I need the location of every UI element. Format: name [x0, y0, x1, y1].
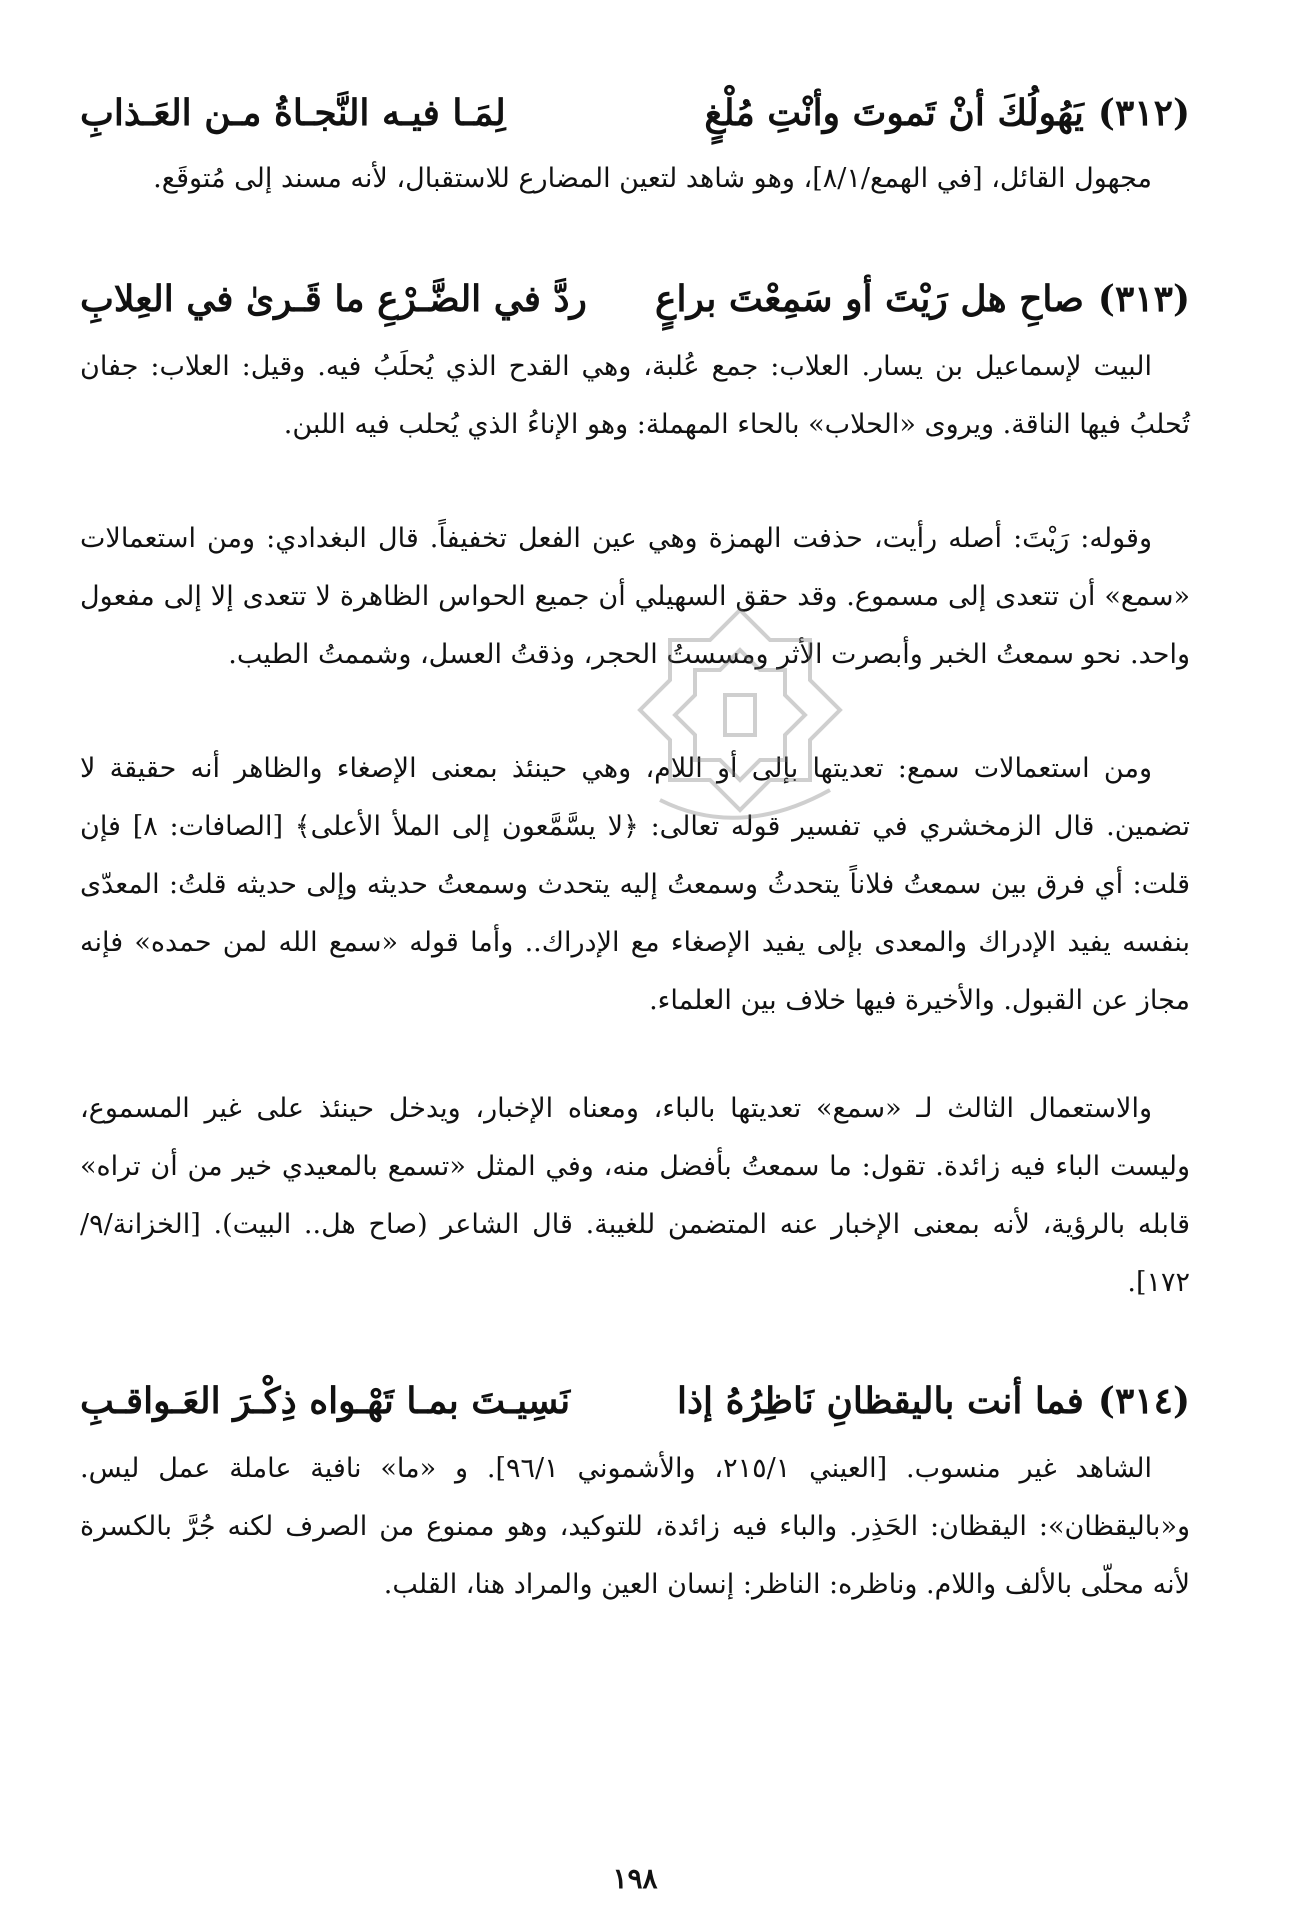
commentary-paragraph: والاستعمال الثالث لـ «سمع» تعديتها بالباء، ومعناه الإخبار، ويدخل حينئذ على غير المسموع، وليست الباء فيه زائدة. تقول: ما سمعتُ بأفضل منه، وفي المثل «تسمع بالمعيدي خير من أن تراه» قابله بالرؤية، لأنه بمعنى الإخبار عنه المتضمن للغيبة. قال الشاعر (صاح هل.. البيت). [الخزانة/٩/ ١٧٢].	[80, 1093, 1190, 1298]
seal-watermark-icon	[620, 600, 860, 840]
commentary-paragraph: البيت لإسماعيل بن يسار. العلاب: جمع عُلبة، وهي القدح الذي يُحلَبُ فيه. وقيل: العلاب: جفان تُحلبُ فيها الناقة. ويروى «الحلاب» بالحاء المهملة: وهو الإناءُ الذي يُحلب فيه اللبن.	[80, 351, 1190, 440]
commentary-paragraph: مجهول القائل، [في الهمع/٨/١]، وهو شاهد لتعين المضارع للاستقبال، لأنه مسند إلى مُتوقَع.	[153, 163, 1152, 194]
verse-hemistich-second: لِمَـا فيـه النَّجـاةُ مـن العَـذابِ	[80, 92, 506, 134]
verse-hemistich-first: يَهُولُكَ أنْ تَموتَ وأنْتِ مُلْغٍ	[704, 92, 1084, 134]
verse-hemistich-second: نَسِيـتَ بمـا تَهْـواه ذِكْـرَ العَـواقـبِ	[80, 1380, 571, 1422]
page-number: ١٩٨	[612, 1862, 658, 1895]
verse-313	[80, 278, 1190, 320]
verse-number: (٣١٣)	[1097, 278, 1190, 320]
verse-number: (٣١٤)	[1097, 1380, 1190, 1422]
verse-hemistich-second: ردَّ في الضَّـرْعِ ما قَـرىٰ في العِلابِ	[80, 278, 587, 320]
commentary-paragraph: وقوله: رَيْتَ: أصله رأيت، حذفت الهمزة وهي عين الفعل تخفيفاً. قال البغدادي: ومن استعمالات «سمع» أن تتعدى إلى مسموع. وقد حقق السهيلي أن جميع الحواس الظاهرة لا تتعدى إلا إلى مفعول واحد. نحو سمعتُ الخبر وأبصرت الأثر ومسستُ الحجر، وذقتُ العسل، وشممتُ الطيب.	[80, 523, 1190, 670]
document-page	[80, 0, 1200, 1929]
verse-hemistich-first: صاحِ هل رَيْتَ أو سَمِعْتَ براعٍ	[655, 278, 1084, 320]
commentary-paragraph: الشاهد غير منسوب. [العيني ٢١٥/١، والأشموني ٩٦/١]. و «ما» نافية عاملة عمل ليس. و«باليقظان»: اليقظان: الحَذِر. والباء فيه زائدة، للتوكيد، وهو ممنوع من الصرف لكنه جُرَّ بالكسرة لأنه محلّى بالألف واللام. وناظره: الناظر: إنسان العين والمراد هنا، القلب.	[80, 1453, 1190, 1600]
verse-hemistich-first: فما أنت باليقظانِ نَاظِرُهُ إذا	[677, 1380, 1084, 1422]
verse-number: (٣١٢)	[1097, 92, 1190, 134]
verse-314	[80, 1380, 1190, 1422]
verse-312	[80, 92, 1190, 134]
commentary-paragraph: ومن استعمالات سمع: تعديتها بإلى أو اللام، وهي حينئذ بمعنى الإصغاء والظاهر أنه حقيقة لا تضمين. قال الزمخشري في تفسير قوله تعالى: ﴿لا يسَّمَّعون إلى الملأ الأعلى﴾ [الصافات: ٨] فإن قلت: أي فرق بين سمعتُ فلاناً يتحدثُ وسمعتُ إليه يتحدث وسمعتُ حديثه وإلى حديثه قلتُ: المعدّى بنفسه يفيد الإدراك والمعدى بإلى يفيد الإصغاء مع الإدراك.. وأما قوله «سمع الله لمن حمده» فإنه مجاز عن القبول. والأخيرة فيها خلاف بين العلماء.	[80, 753, 1191, 1016]
